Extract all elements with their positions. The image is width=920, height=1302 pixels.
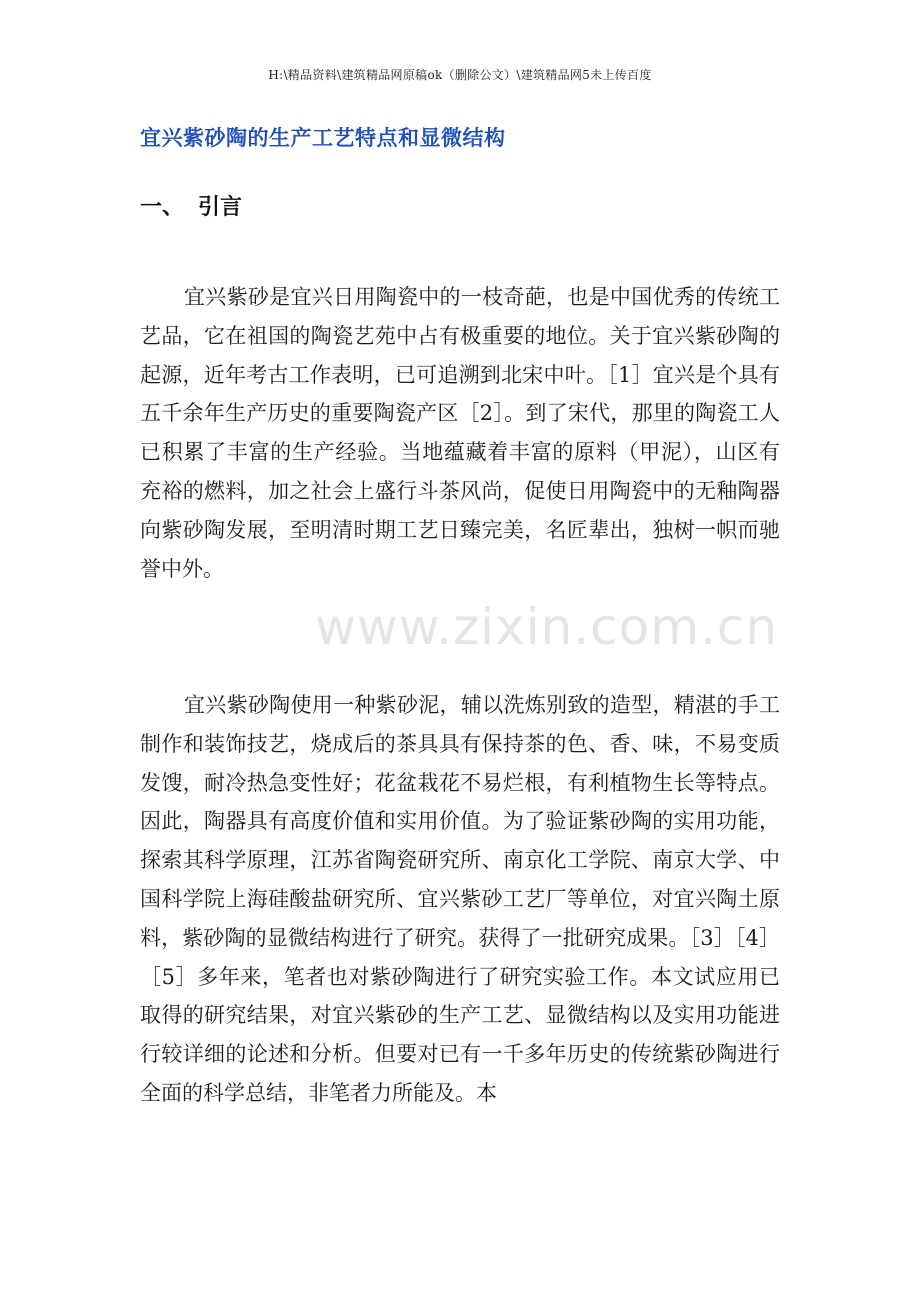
section-heading	[140, 190, 840, 221]
body-paragraph-1: 宜兴紫砂是宜兴日用陶瓷中的一枝奇葩，也是中国优秀的传统工艺品，它在祖国的陶瓷艺苑中占有极重要的地位。关于宜兴紫砂陶的起源，近年考古工作表明，已可追溯到北宋中叶。［1］宜兴是个具有五千余年生产历史的重要陶瓷产区［2］。到了宋代，那里的陶瓷工人已积累了丰富的生产经验。当地蕴藏着丰富的原料（甲泥），山区有充裕的燃料，加之社会上盛行斗茶风尚，促使日用陶瓷中的无釉陶器向紫砂陶发展，至明清时期工艺日臻完美，名匠辈出，独树一帜而驰誉中外。	[140, 285, 780, 581]
watermark-text: www.zixin.com.cn	[315, 598, 779, 656]
body-paragraph-2: 宜兴紫砂陶使用一种紫砂泥，辅以洗炼别致的造型，精湛的手工制作和装饰技艺，烧成后的茶具具有保持茶的色、香、味，不易变质发馊，耐冷热急变性好；花盆栽花不易烂根，有利植物生长等特点。因此，陶器具有高度价值和实用价值。为了验证紫砂陶的实用功能，探索其科学原理，江苏省陶瓷研究所、南京化工学院、南京大学、中国科学院上海硅酸盐研究所、宜兴紫砂工艺厂等单位，对宜兴陶土原料，紫砂陶的显微结构进行了研究。获得了一批研究成果。［3］［4］［5］多年来，笔者也对紫砂陶进行了研究实验工作。本文试应用已取得的研究结果，对宜兴紫砂的生产工艺、显微结构以及实用功能进行较详细的论述和分析。但要对已有一千多年历史的传统紫砂陶进行全面的科学总结，非笔者力所能及。本	[140, 693, 780, 1105]
section-heading-text: 引言	[198, 195, 243, 220]
file-path-header: H:\精品资料\建筑精品网原稿ok（删除公文）\建筑精品网5未上传百度	[268, 68, 652, 82]
section-number: 一、	[140, 195, 185, 220]
document-title: 宜兴紫砂陶的生产工艺特点和显微结构	[140, 126, 506, 150]
